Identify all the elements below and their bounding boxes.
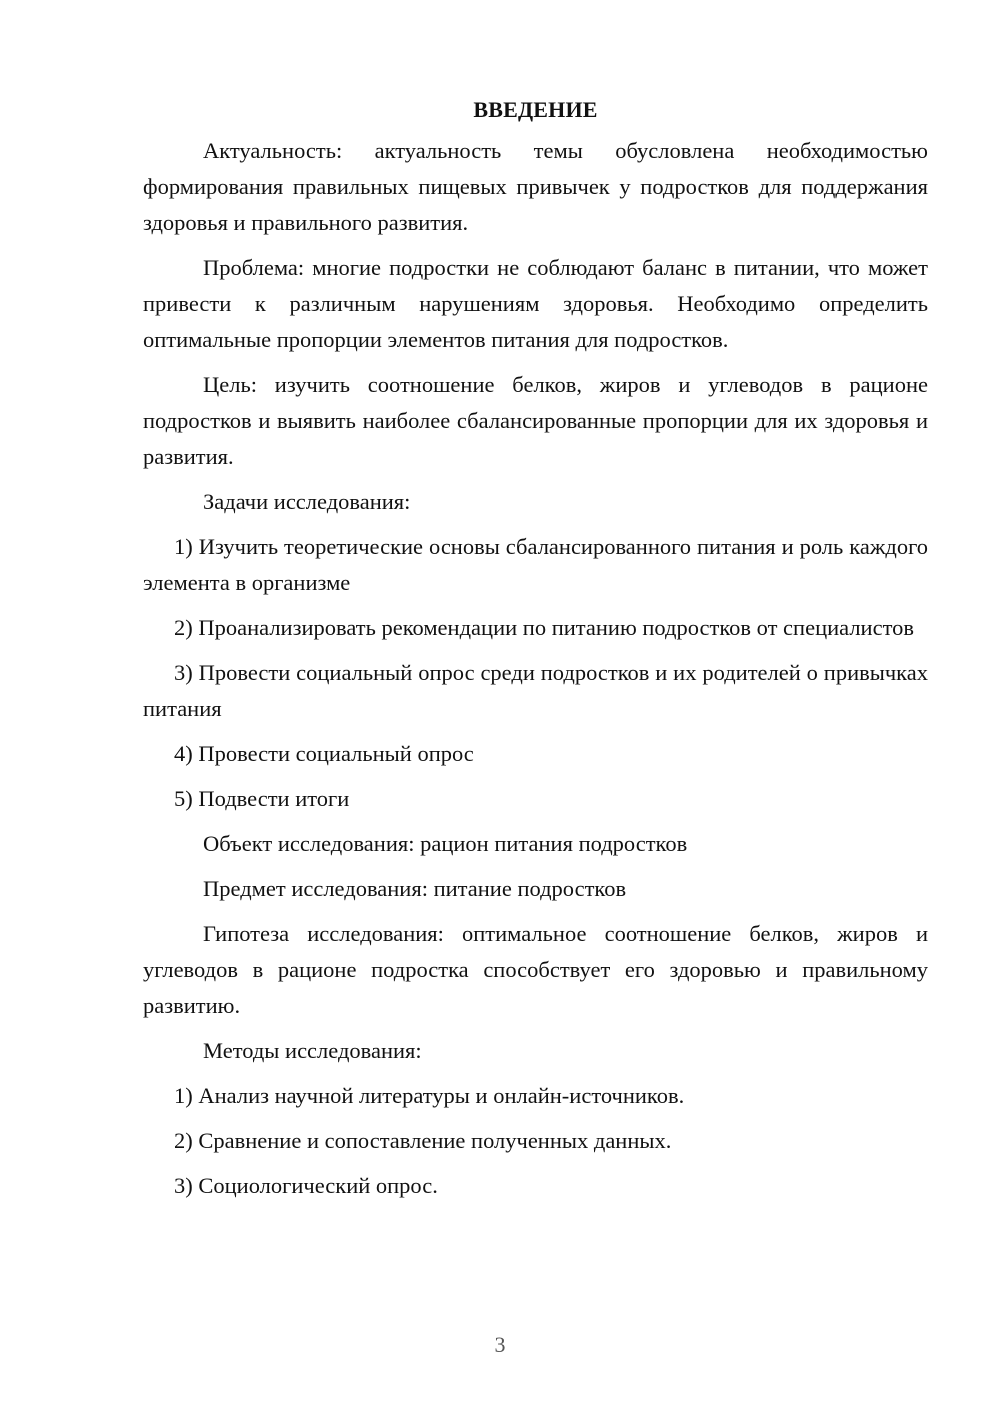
section-heading: ВВЕДЕНИЕ: [473, 97, 598, 122]
hypothesis-paragraph: Гипотеза исследования: оптимальное соотношение белков, жиров и углеводов в рационе подростка способствует его здоровью и правильному развитию.: [143, 921, 928, 1018]
task-item: 2) Проанализировать рекомендации по питанию подростков от специалистов: [174, 615, 914, 640]
relevance-paragraph: Актуальность: актуальность темы обусловлена необходимостью формирования правильных пищевых привычек у подростков для поддержания здоровья и правильного развития.: [143, 138, 928, 235]
method-item: 2) Сравнение и сопоставление полученных данных.: [174, 1128, 672, 1153]
problem-paragraph: Проблема: многие подростки не соблюдают баланс в питании, что может привести к различным нарушениям здоровья. Необходимо определить оптимальные пропорции элементов питания для подростков.: [143, 255, 928, 352]
task-item: 3) Провести социальный опрос среди подростков и их родителей о привычках питания: [143, 660, 928, 721]
page-content: [143, 92, 928, 1213]
method-item: 3) Социологический опрос.: [174, 1173, 438, 1198]
page-number: 3: [494, 1332, 506, 1357]
methods-title: Методы исследования:: [203, 1038, 422, 1063]
research-object: Объект исследования: рацион питания подростков: [203, 831, 688, 856]
task-item: 1) Изучить теоретические основы сбалансированного питания и роль каждого элемента в организме: [143, 534, 928, 595]
research-subject: Предмет исследования: питание подростков: [203, 876, 627, 901]
tasks-title: Задачи исследования:: [203, 489, 411, 514]
task-item: 5) Подвести итоги: [174, 786, 350, 811]
task-item: 4) Провести социальный опрос: [174, 741, 474, 766]
goal-paragraph: Цель: изучить соотношение белков, жиров и углеводов в рационе подростков и выявить наиболее сбалансированные пропорции для их здоровья и развития.: [143, 372, 928, 469]
method-item: 1) Анализ научной литературы и онлайн-источников.: [174, 1083, 685, 1108]
